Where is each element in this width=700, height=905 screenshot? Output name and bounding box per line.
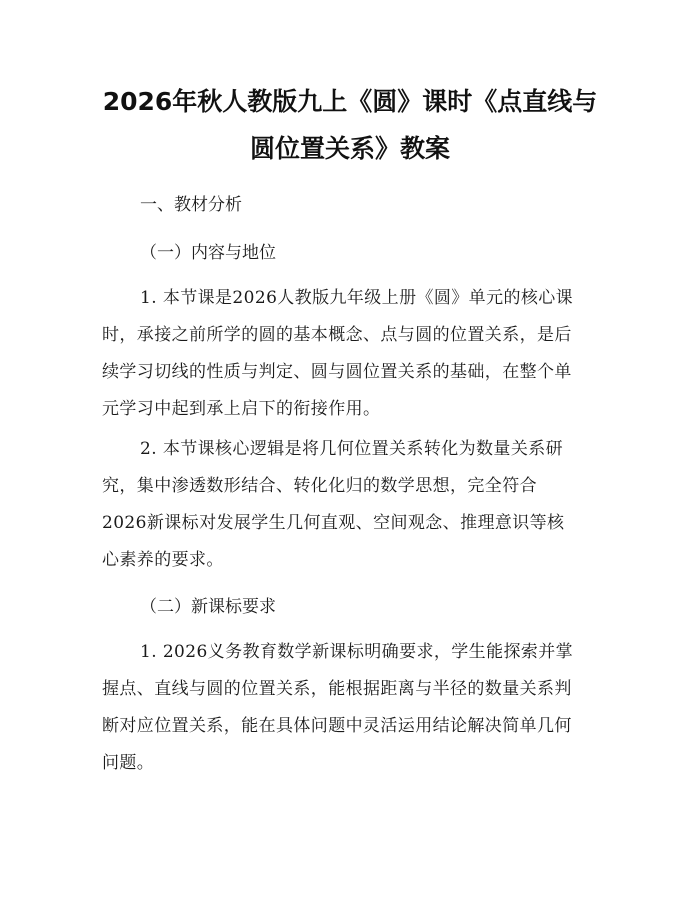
paragraph-3-line: 问题。 [102,753,155,773]
paragraph-2-line: 究，集中渗透数形结合、转化化归的数学思想，完全符合 [102,476,537,496]
paragraph-1-line: 时，承接之前所学的圆的基本概念、点与圆的位置关系，是后 [102,325,572,345]
subsection-heading-content-position: （一）内容与地位 [140,243,276,263]
paragraph-2-line: 心素养的要求。 [102,550,224,570]
paragraph-1-line: 1. 本节课是2026人教版九年级上册《圆》单元的核心课 [140,288,574,308]
section-heading-textbook-analysis: 一、教材分析 [140,195,242,215]
document-title-line-1: 2026年秋人教版九上《圆》课时《点直线与 [102,87,598,116]
paragraph-2-line: 2. 本节课核心逻辑是将几何位置关系转化为数量关系研 [140,439,564,459]
subsection-heading-curriculum-requirements: （二）新课标要求 [140,597,276,617]
paragraph-2 [102,431,602,579]
paragraph-3-line: 1. 2026义务教育数学新课标明确要求，学生能探索并掌 [140,642,574,662]
paragraph-3-line: 断对应位置关系，能在具体问题中灵活运用结论解决简单几何 [102,716,572,736]
paragraph-1 [102,280,602,428]
paragraph-2-line: 2026新课标对发展学生几何直观、空间观念、推理意识等核 [102,513,565,533]
document-title-line-2: 圆位置关系》教案 [249,134,450,163]
paragraph-3-line: 握点、直线与圆的位置关系，能根据距离与半径的数量关系判 [102,679,572,699]
paragraph-3 [102,634,602,782]
paragraph-1-line: 续学习切线的性质与判定、圆与圆位置关系的基础，在整个单 [102,362,572,382]
paragraph-1-line: 元学习中起到承上启下的衔接作用。 [102,399,381,419]
